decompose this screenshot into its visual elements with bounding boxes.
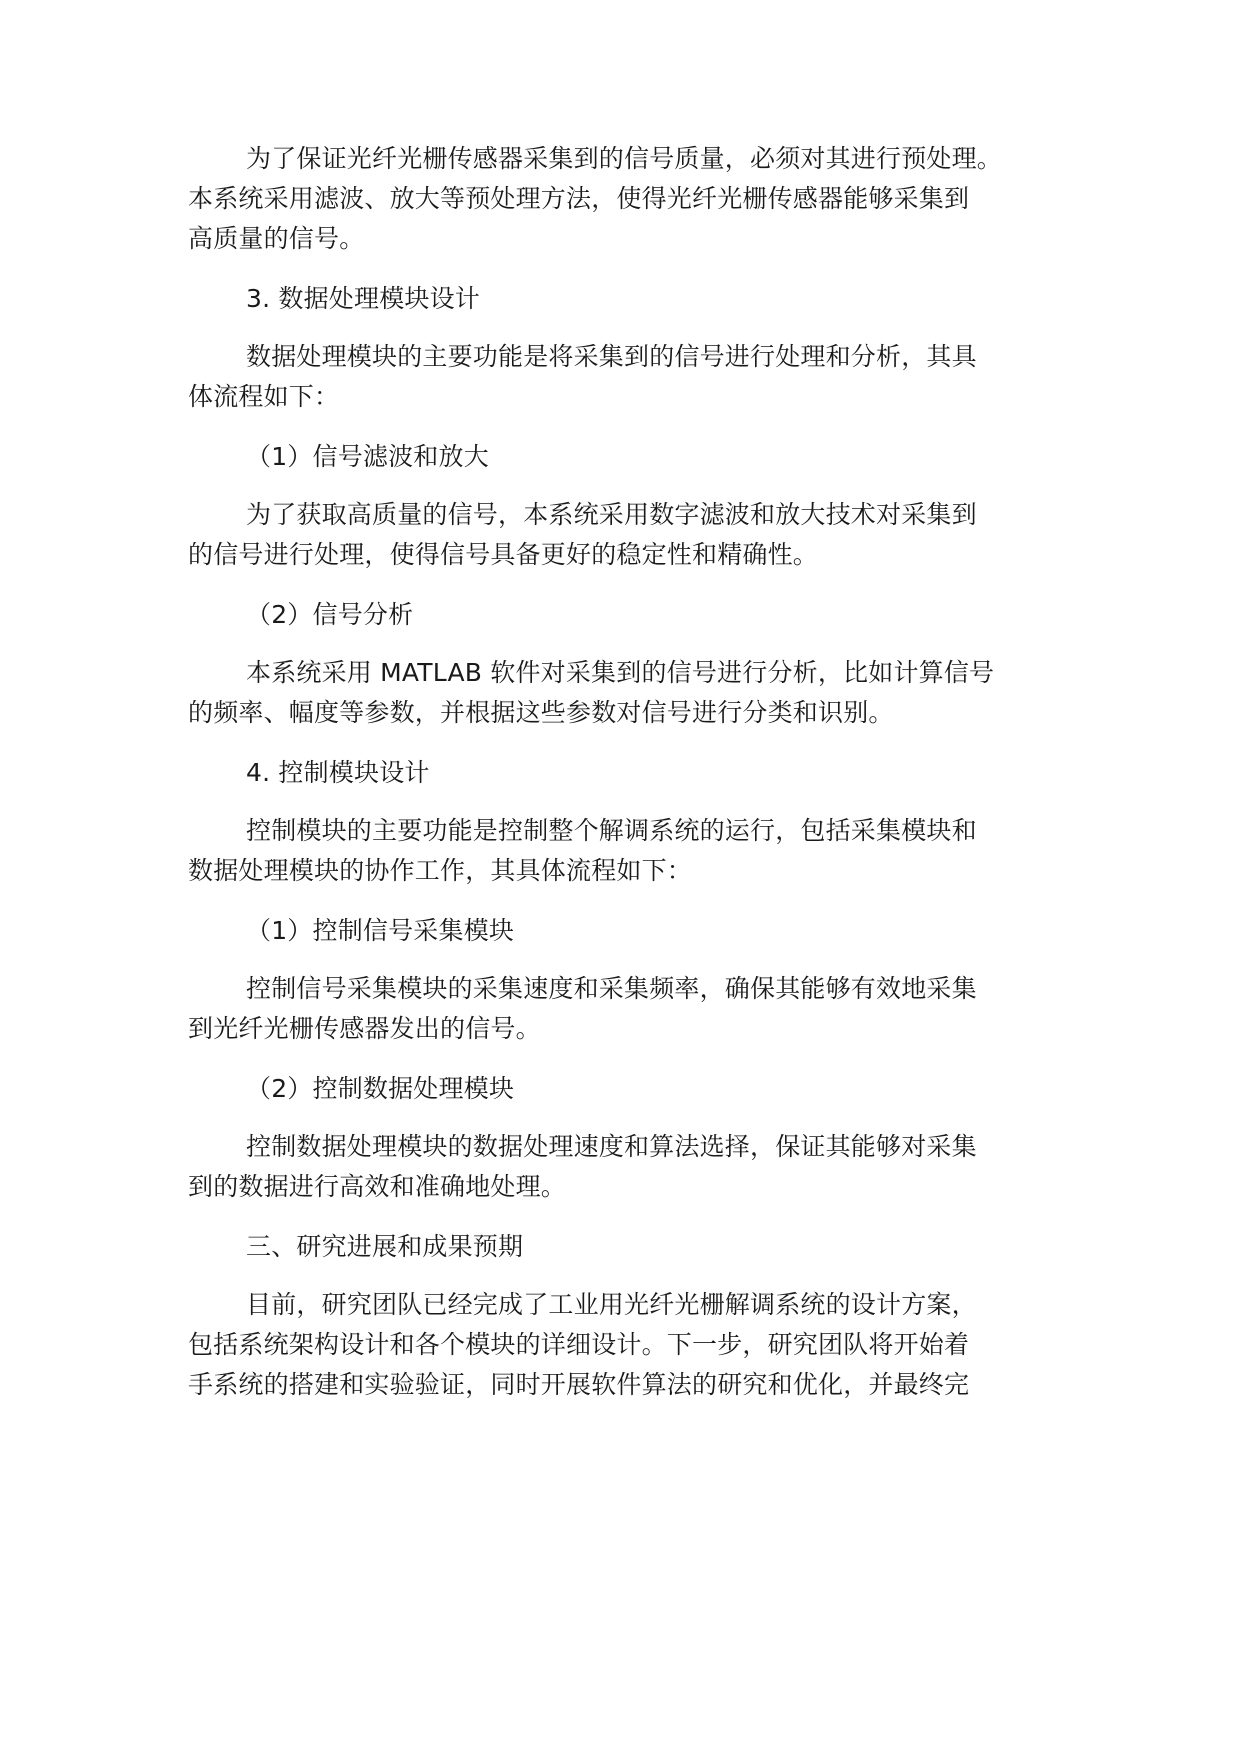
text-line: 手系统的搭建和实验验证，同时开展软件算法的研究和优化，并最终完 xyxy=(188,1370,970,1399)
text-line: 为了获取高质量的信号，本系统采用数字滤波和放大技术对采集到 xyxy=(246,500,977,529)
text-line: 本系统采用 MATLAB 软件对采集到的信号进行分析，比如计算信号 xyxy=(246,658,995,687)
text-line: 为了保证光纤光栅传感器采集到的信号质量，必须对其进行预处理。 xyxy=(246,144,1003,173)
text-line: 目前，研究团队已经完成了工业用光纤光栅解调系统的设计方案， xyxy=(246,1290,977,1319)
text-line: 高质量的信号。 xyxy=(188,224,365,253)
subheading: （1）控制信号采集模块 xyxy=(246,916,515,945)
text-line: 到光纤光栅传感器发出的信号。 xyxy=(188,1014,541,1043)
section-heading: 三、研究进展和成果预期 xyxy=(246,1232,524,1261)
text-line: 数据处理模块的协作工作，其具体流程如下： xyxy=(188,856,693,885)
text-line: 控制模块的主要功能是控制整个解调系统的运行，包括采集模块和 xyxy=(246,816,977,845)
section-heading: 4. 控制模块设计 xyxy=(246,758,430,787)
text-line: 的频率、幅度等参数，并根据这些参数对信号进行分类和识别。 xyxy=(188,698,894,727)
section-heading: 3. 数据处理模块设计 xyxy=(246,284,481,313)
text-line: 包括系统架构设计和各个模块的详细设计。下一步，研究团队将开始着 xyxy=(188,1330,970,1359)
text-line: 的信号进行处理，使得信号具备更好的稳定性和精确性。 xyxy=(188,540,819,569)
subheading: （2）控制数据处理模块 xyxy=(246,1074,515,1103)
text-line: 到的数据进行高效和准确地处理。 xyxy=(188,1172,567,1201)
text-line: 体流程如下： xyxy=(188,382,340,411)
subheading: （2）信号分析 xyxy=(246,600,414,629)
text-line: 本系统采用滤波、放大等预处理方法，使得光纤光栅传感器能够采集到 xyxy=(188,184,970,213)
subheading: （1）信号滤波和放大 xyxy=(246,442,489,471)
text-line: 数据处理模块的主要功能是将采集到的信号进行处理和分析，其具 xyxy=(246,342,977,371)
text-line: 控制数据处理模块的数据处理速度和算法选择，保证其能够对采集 xyxy=(246,1132,977,1161)
text-line: 控制信号采集模块的采集速度和采集频率，确保其能够有效地采集 xyxy=(246,974,977,1003)
